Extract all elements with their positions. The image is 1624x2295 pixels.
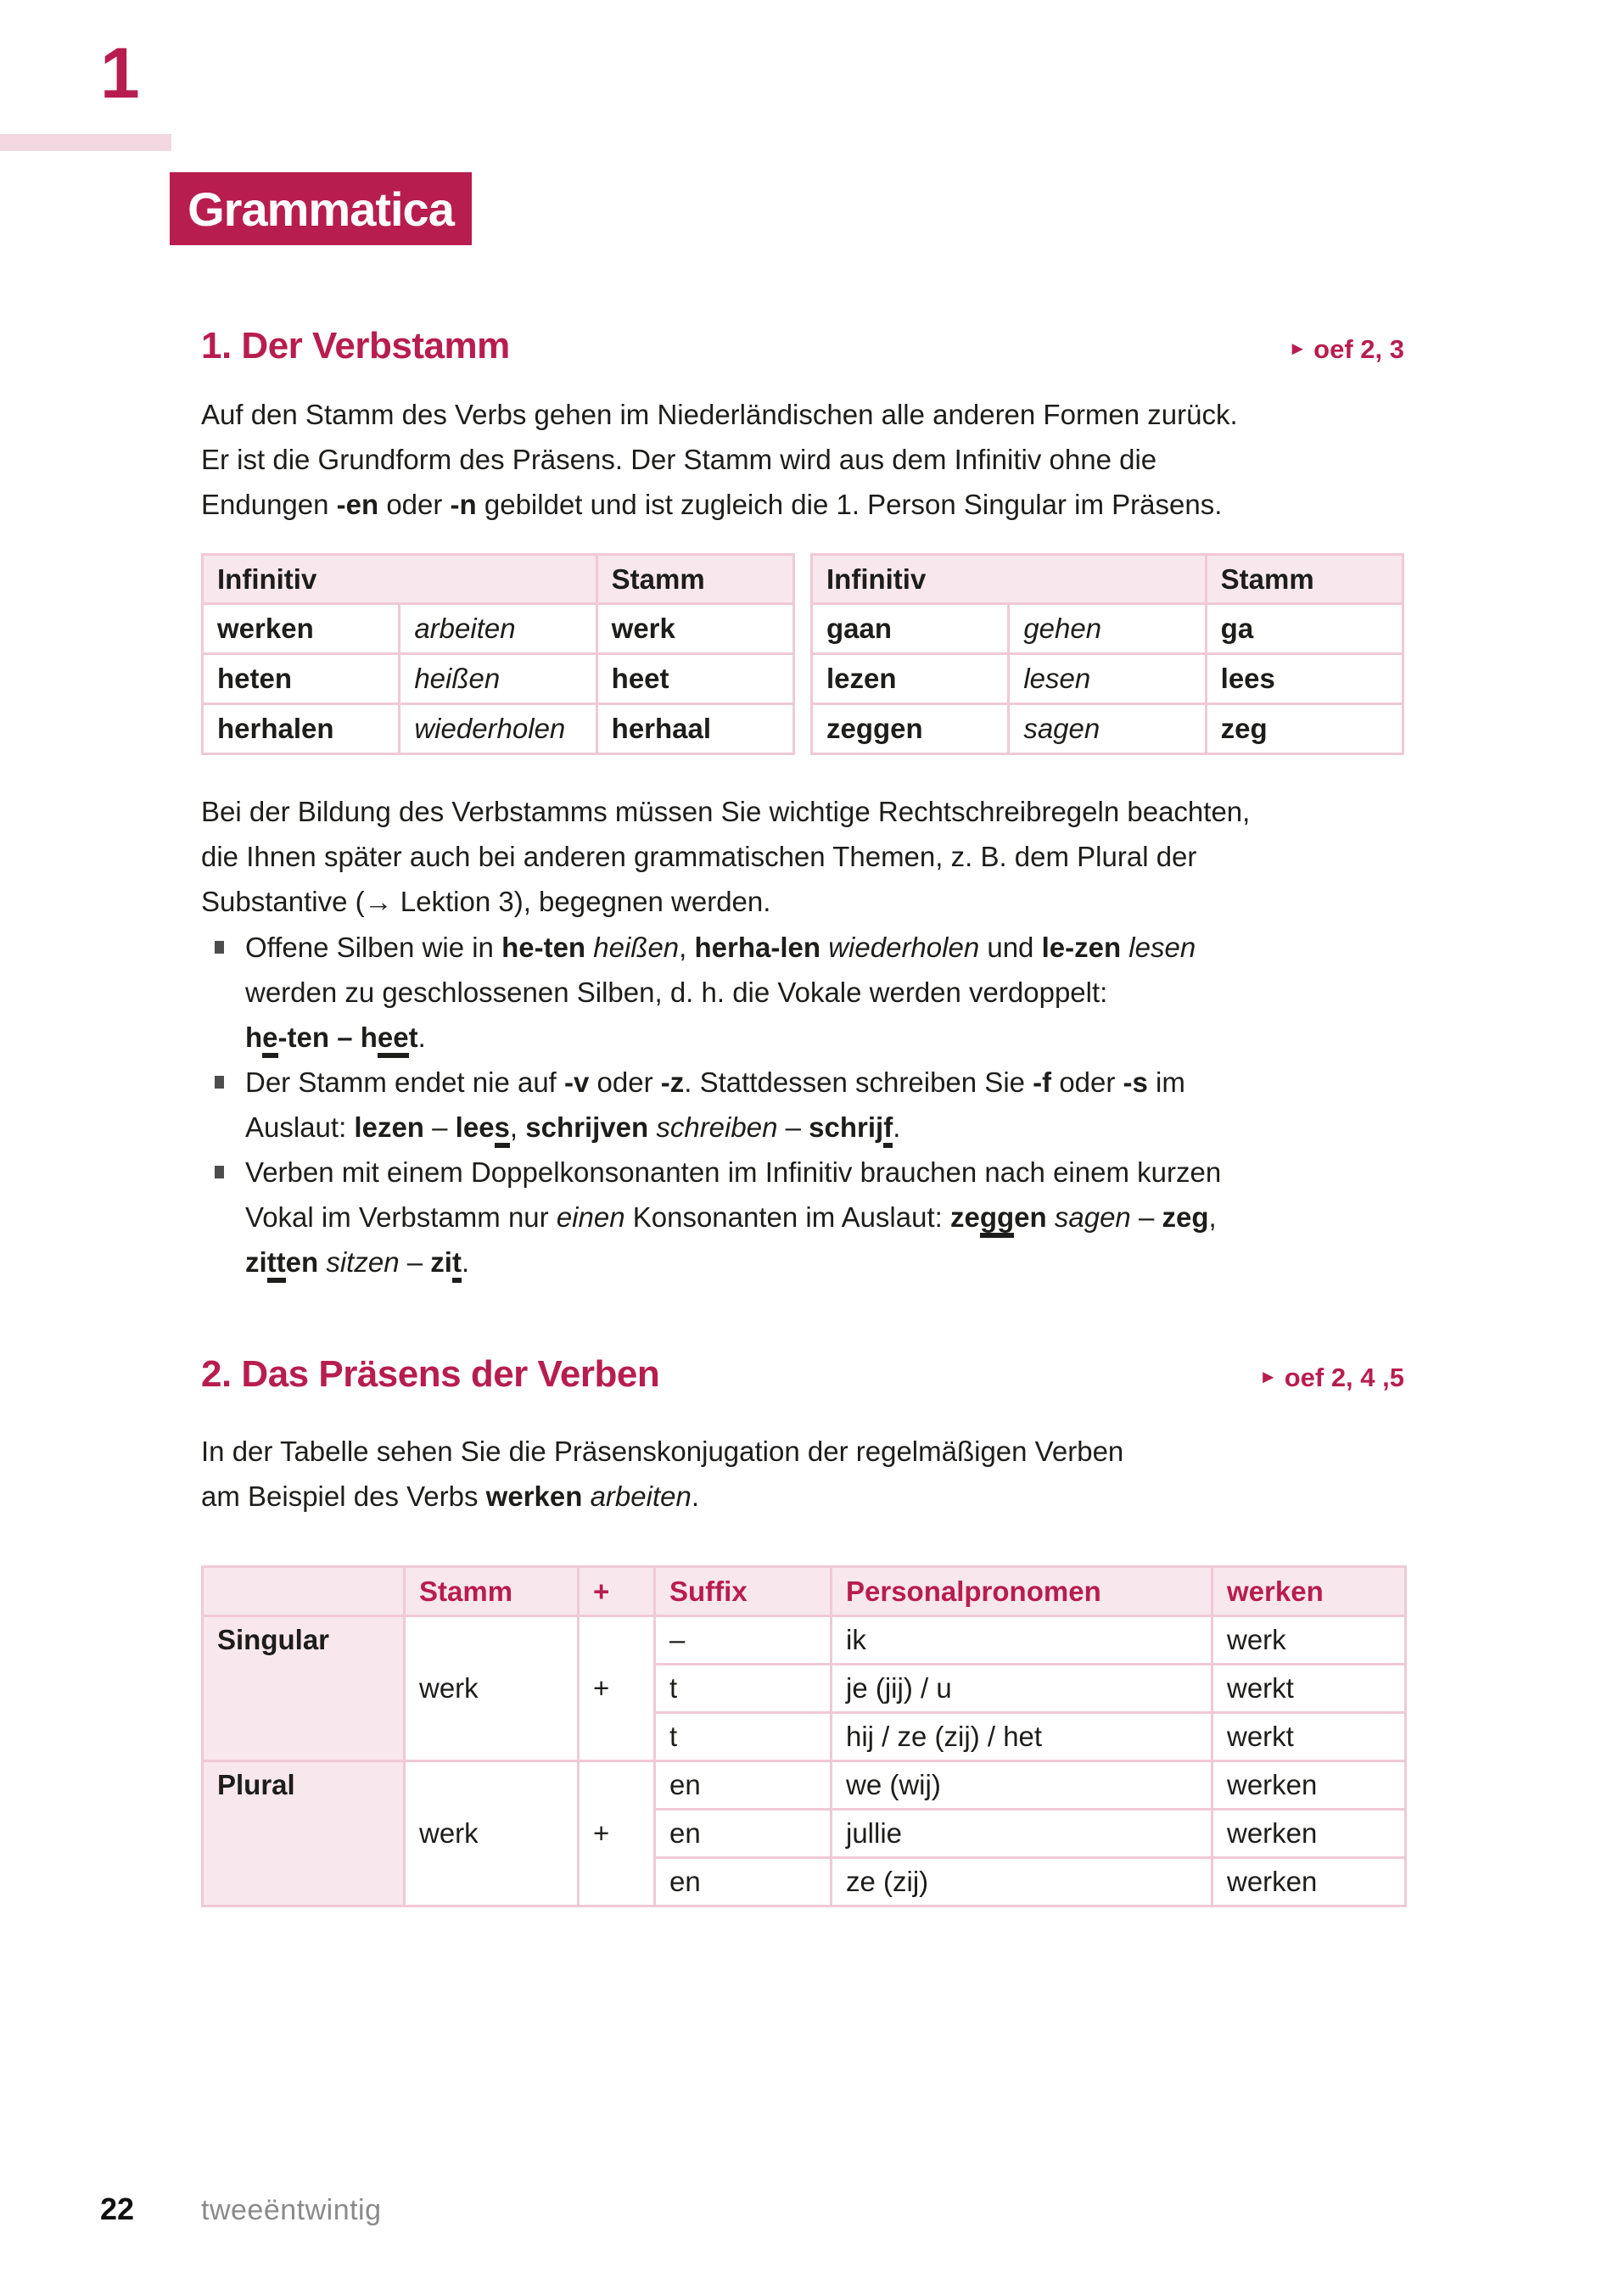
text-run: t [408,1022,418,1053]
text-run: Bei der Bildung des Verbstamms müssen Sie wichtige Rechtschreibregeln beachten, [201,796,1251,827]
text-run [820,932,828,963]
table-row [203,1761,1406,1810]
praesens-col-header: werken [1212,1567,1406,1616]
table-row [203,1616,1406,1665]
text-run: werken [485,1481,583,1512]
table-row [812,604,1403,654]
text-run: die Ihnen später auch bei anderen grammatischen Themen, z. B. dem Plural der [201,841,1197,872]
spelling-rule-item [201,1150,1404,1285]
table-row [203,704,794,754]
col-header-stamm: Stamm [596,555,793,604]
suffix-cell: – [655,1616,832,1665]
section2-header [201,1352,1404,1397]
text-run: t [452,1246,462,1283]
page-number: 22 [100,2191,135,2226]
text-run: zi [430,1246,452,1278]
praesens-col-header: Personalpronomen [832,1567,1212,1616]
table-row [203,604,794,654]
text-run: , [509,1111,526,1143]
stem-tables-row [201,553,1404,755]
text-run: . Stattdessen schreiben Sie [684,1066,1033,1098]
text-run: gebildet und ist zugleich die 1. Person Singular im Präsens. [476,489,1223,520]
praesens-col-header [203,1567,405,1616]
text-run: Vokal im Verbstamm nur [245,1201,557,1233]
text-run: Endungen [201,489,337,520]
spelling-rule-text [245,1156,1221,1283]
text-run: Konsonanten im Auslaut: [624,1201,950,1233]
text-run: In der Tabelle sehen Sie die Präsenskonjugation der regelmäßigen Verben [201,1436,1124,1467]
section1-heading: 1. Der Verbstamm [201,325,510,367]
stem-cell: ga [1206,604,1403,654]
text-run: , [1208,1201,1217,1233]
number-group-label: Plural [203,1761,405,1906]
col-header-infinitiv: Infinitiv [203,555,597,604]
conjugated-form-cell: werken [1212,1858,1406,1906]
pronoun-cell: ze (zij) [832,1858,1212,1906]
text-run: Auf den Stamm des Verbs gehen im Niederländischen alle anderen Formen zurück. [201,399,1238,430]
infinitive-cell: herhalen [203,704,400,754]
table-row [812,704,1403,754]
stem-cell: werk [596,604,793,654]
text-run: le-zen [1041,932,1122,963]
spelling-rules-list [201,925,1404,1285]
stem-cell: herhaal [596,704,793,754]
infinitive-cell: heten [203,654,400,704]
text-run: – [399,1246,431,1278]
translation-cell: lesen [1009,654,1206,704]
conjugated-form-cell: werkt [1212,1713,1406,1761]
spelling-rule-item [201,1060,1404,1150]
text-run: . [461,1246,470,1278]
spelling-note-paragraph [201,789,1404,924]
text-run: schrijven [525,1111,649,1143]
conjugated-form-cell: werk [1212,1616,1406,1665]
pronoun-cell: ik [832,1616,1212,1665]
stem-cell: werk [405,1761,579,1906]
suffix-cell: en [655,1810,832,1858]
text-run [582,1481,590,1512]
text-run: , [679,932,695,963]
section1-header [201,324,1404,369]
text-run: werden zu geschlossenen Silben, d. h. die Vokale werden verdoppelt: [245,977,1108,1008]
text-run: -z [660,1066,685,1098]
text-run: zeg [1162,1201,1209,1233]
text-run [648,1111,656,1143]
text-run: e [262,1022,277,1058]
text-run: oder [589,1066,661,1098]
text-run: Der Stamm endet nie auf [245,1066,565,1098]
text-run: oder [1051,1066,1123,1098]
oef-arrow-icon: ► [1288,338,1308,359]
text-run: ze [949,1201,980,1233]
text-run: arbeiten [590,1481,692,1512]
text-run: – [777,1111,809,1143]
text-run: -s [1123,1066,1148,1098]
conjugated-form-cell: werken [1212,1761,1406,1810]
text-run: en [1014,1201,1047,1233]
text-run: oder [378,489,451,520]
text-run [318,1246,326,1278]
stem-cell: heet [596,654,793,704]
stem-cell: werk [405,1616,579,1761]
text-run: tt [267,1246,286,1283]
spelling-rule-item [201,925,1404,1060]
plus-cell: + [579,1616,655,1761]
praesens-col-header: + [579,1567,655,1616]
section2-intro-paragraph [201,1429,1404,1519]
stem-cell: zeg [1206,704,1403,754]
text-run: ee [378,1022,409,1058]
text-run: gg [980,1201,1014,1238]
text-run: lesen [1128,932,1196,963]
text-run: im [1147,1066,1185,1098]
text-run: s [495,1111,510,1148]
text-run: -n [450,489,477,520]
conjugated-form-cell: werkt [1212,1665,1406,1713]
section1-intro-paragraph [201,392,1404,527]
text-run: sitzen [326,1246,400,1278]
section1-oef-label: oef 2, 3 [1313,334,1404,364]
translation-cell: wiederholen [400,704,596,754]
text-run: lezen [354,1111,424,1143]
text-run: wiederholen [828,932,980,963]
text-run: -ten – h [277,1022,378,1053]
text-run: sagen [1054,1201,1131,1233]
text-run: herha-len [694,932,821,963]
text-run: he-ten [501,932,586,963]
chapter-accent-bar [0,134,171,151]
text-run: und [979,932,1042,963]
suffix-cell: en [655,1858,832,1906]
suffix-cell: t [655,1713,832,1761]
col-header-stamm: Stamm [1206,555,1403,604]
text-run: zi [245,1246,267,1278]
text-run: schrij [809,1111,884,1143]
text-run: -f [1033,1066,1052,1098]
page-title-box [170,172,472,245]
suffix-cell: t [655,1665,832,1713]
text-run: en [285,1246,319,1278]
pronoun-cell: je (jij) / u [832,1665,1212,1713]
oef-arrow-icon: ► [1258,1366,1278,1387]
pronoun-cell: we (wij) [832,1761,1212,1810]
pronoun-cell: hij / ze (zij) / het [832,1713,1212,1761]
col-header-infinitiv: Infinitiv [812,555,1207,604]
text-run: Substantive (→ Lektion 3), begegnen werden. [201,886,771,917]
text-run: schreiben [656,1111,778,1143]
text-run: heißen [593,932,680,963]
section1-exercise-ref [1288,334,1404,365]
section2-exercise-ref [1259,1363,1404,1393]
bullet-square-icon [215,941,224,954]
text-run [1121,932,1128,963]
number-group-label: Singular [203,1616,405,1761]
praesens-table [201,1565,1407,1907]
praesens-col-header: Suffix [655,1567,832,1616]
text-run [1047,1201,1055,1233]
table-row [203,654,794,704]
page-number-word: tweeëntwintig [201,2194,382,2226]
text-run: . [691,1481,700,1512]
text-run: h [245,1022,263,1053]
text-run [585,932,593,963]
plus-cell: + [579,1761,655,1906]
infinitive-cell: werken [203,604,400,654]
text-run: – [1130,1201,1162,1233]
infinitive-cell: zeggen [812,704,1009,754]
section2-heading: 2. Das Präsens der Verben [201,1353,660,1395]
translation-cell: heißen [400,654,596,704]
text-run: -v [564,1066,590,1098]
translation-cell: sagen [1009,704,1206,754]
text-run: am Beispiel des Verbs [201,1481,486,1512]
text-run: -en [336,489,379,520]
stem-table-2 [810,553,1404,755]
bullet-square-icon [215,1076,224,1089]
stem-table-1 [201,553,795,755]
stem-cell: lees [1206,654,1403,704]
section2-oef-label: oef 2, 4 ,5 [1284,1363,1404,1392]
infinitive-cell: lezen [812,654,1009,704]
translation-cell: gehen [1009,604,1206,654]
text-run: – [423,1111,456,1143]
bullet-square-icon [215,1166,224,1178]
spelling-rule-text [245,932,1196,1058]
text-run: lee [455,1111,495,1143]
page-title: Grammatica [188,182,454,236]
text-run: einen [556,1201,625,1233]
infinitive-cell: gaan [812,604,1009,654]
suffix-cell: en [655,1761,832,1810]
praesens-col-header: Stamm [405,1567,579,1616]
table-row [812,654,1403,704]
chapter-number: 1 [100,33,140,113]
pronoun-cell: jullie [832,1810,1212,1858]
text-run: Er ist die Grundform des Präsens. Der Stamm wird aus dem Infinitiv ohne die [201,444,1157,475]
text-run: Offene Silben wie in [245,932,502,963]
text-run: . [893,1111,901,1143]
conjugated-form-cell: werken [1212,1810,1406,1858]
translation-cell: arbeiten [400,604,596,654]
text-run: . [417,1022,426,1053]
text-run: f [883,1111,893,1148]
text-run: Auslaut: [245,1111,355,1143]
spelling-rule-text [245,1066,1185,1148]
text-run: Verben mit einem Doppelkonsonanten im Infinitiv brauchen nach einem kurzen [245,1156,1222,1188]
